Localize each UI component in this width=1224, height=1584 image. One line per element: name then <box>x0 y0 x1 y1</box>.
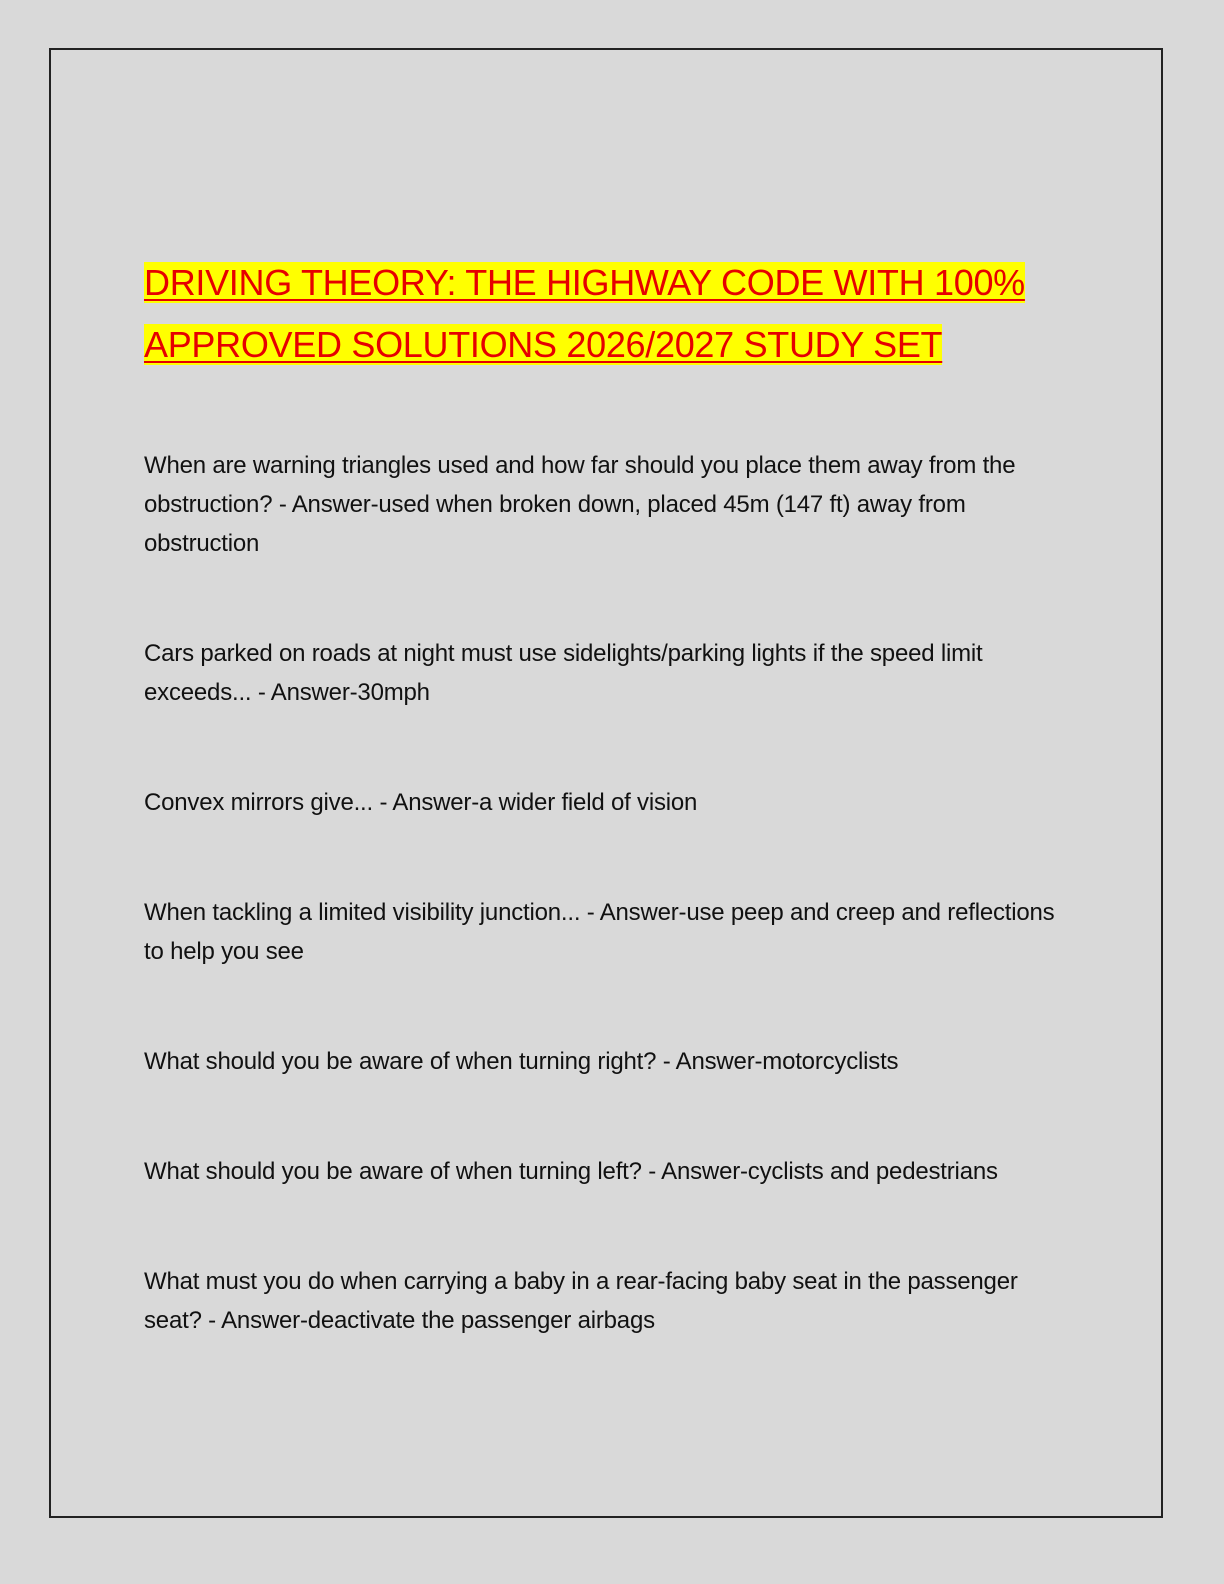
qa-item: Cars parked on roads at night must use sidelights/parking lights if the speed limit exceeds... - Answer-30mph <box>144 640 983 706</box>
qa-item: What must you do when carrying a baby in a rear-facing baby seat in the passenger seat? - Answer-deactivate the passenger airbags <box>144 1268 1018 1334</box>
document-title-text: DRIVING THEORY: THE HIGHWAY CODE WITH 100% APPROVED SOLUTIONS 2026/2027 STUDY SET <box>144 262 1025 365</box>
qa-item: What should you be aware of when turning left? - Answer-cyclists and pedestrians <box>144 1158 998 1185</box>
qa-item: What should you be aware of when turning right? - Answer-motorcyclists <box>144 1048 899 1075</box>
document-content <box>144 252 1074 1411</box>
document-title <box>144 252 1074 376</box>
qa-list <box>144 446 1074 1340</box>
qa-item: Convex mirrors give... - Answer-a wider field of vision <box>144 789 698 816</box>
qa-item: When tackling a limited visibility junction... - Answer-use peep and creep and reflections to help you see <box>144 899 1055 965</box>
qa-item: When are warning triangles used and how far should you place them away from the obstruction? - Answer-used when broken down, placed 45m (147 ft) away from obstruction <box>144 452 1016 557</box>
